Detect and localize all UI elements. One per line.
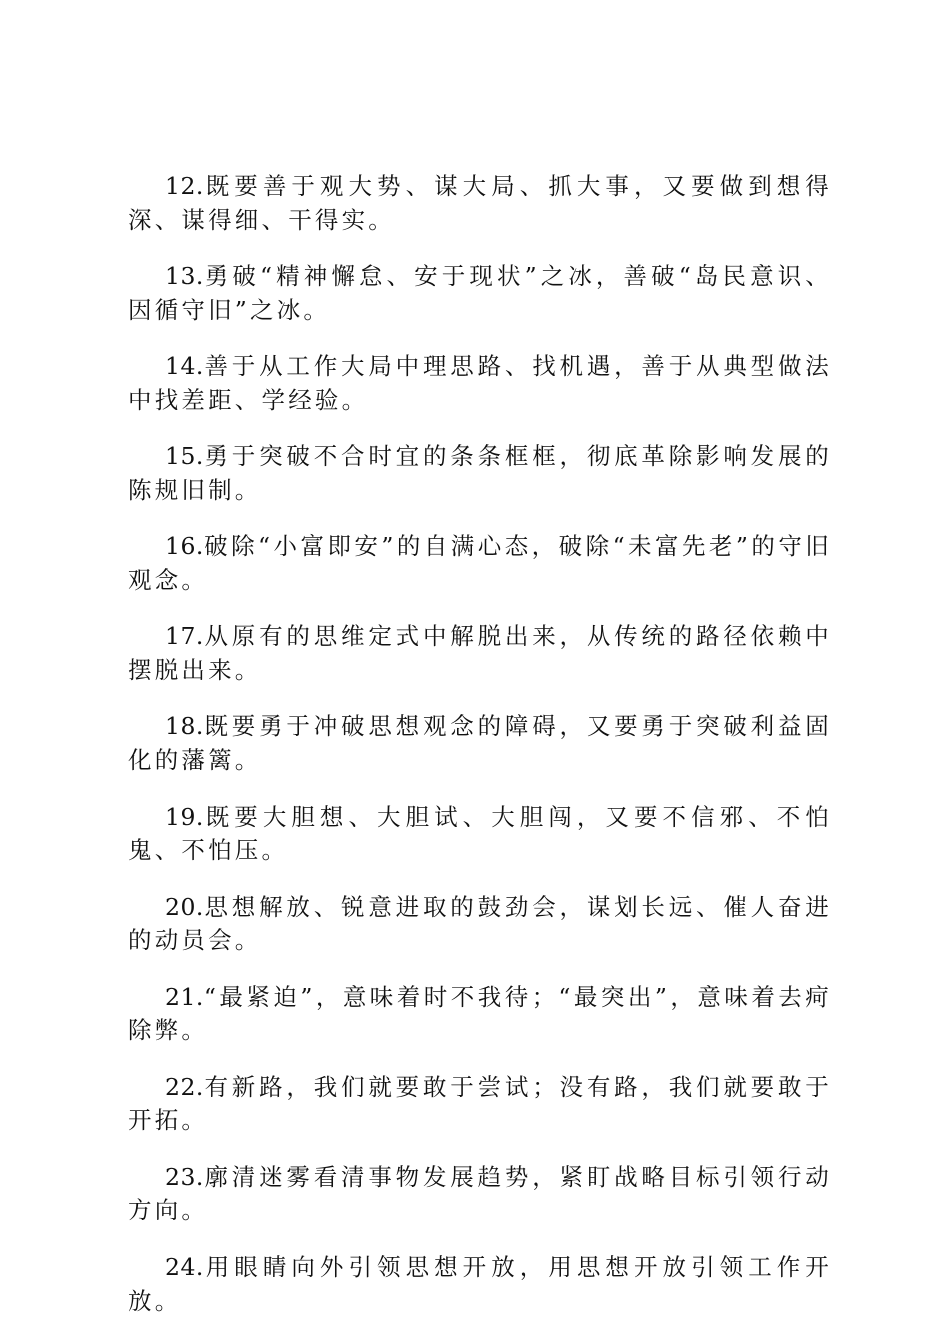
paragraph-24 xyxy=(128,1251,832,1318)
paragraph-number: 18. xyxy=(165,712,204,741)
paragraph-text: 破除“小富即安”的自满心态，破除“未富先老”的守旧观念。 xyxy=(128,532,832,594)
paragraph-18 xyxy=(128,710,832,777)
paragraph-12 xyxy=(128,170,832,237)
paragraph-number: 13. xyxy=(165,262,204,291)
paragraph-text: 勇于突破不合时宜的条条框框，彻底革除影响发展的陈规旧制。 xyxy=(128,442,832,504)
paragraph-number: 21. xyxy=(165,982,204,1011)
paragraph-text: 勇破“精神懈怠、安于现状”之冰，善破“岛民意识、因循守旧”之冰。 xyxy=(128,262,832,324)
paragraph-text: 既要善于观大势、谋大局、抓大事，又要做到想得深、谋得细、干得实。 xyxy=(128,172,832,234)
paragraph-14 xyxy=(128,350,832,417)
paragraph-number: 17. xyxy=(165,622,204,651)
paragraph-text: 用眼睛向外引领思想开放，用思想开放引领工作开放。 xyxy=(128,1252,832,1315)
paragraph-text: 从原有的思维定式中解脱出来，从传统的路径依赖中摆脱出来。 xyxy=(128,622,832,684)
paragraph-20 xyxy=(128,891,832,958)
paragraph-number: 20. xyxy=(165,892,204,921)
paragraph-text: 廓清迷雾看清事物发展趋势，紧盯战略目标引领行动方向。 xyxy=(128,1162,832,1225)
paragraph-number: 12. xyxy=(165,172,204,200)
paragraph-text: 既要大胆想、大胆试、大胆闯，又要不信邪、不怕鬼、不怕压。 xyxy=(128,802,832,865)
paragraph-number: 24. xyxy=(165,1252,204,1281)
paragraph-13 xyxy=(128,260,832,327)
paragraph-15 xyxy=(128,440,832,507)
paragraph-number: 15. xyxy=(165,442,204,471)
paragraph-text: 思想解放、锐意进取的鼓劲会，谋划长远、催人奋进的动员会。 xyxy=(128,892,832,955)
paragraph-22 xyxy=(128,1071,832,1138)
paragraph-23 xyxy=(128,1161,832,1228)
paragraph-16 xyxy=(128,530,832,597)
paragraph-number: 23. xyxy=(165,1162,204,1191)
paragraph-19 xyxy=(128,801,832,868)
paragraph-number: 16. xyxy=(165,532,204,561)
paragraph-text: 既要勇于冲破思想观念的障碍，又要勇于突破利益固化的藩篱。 xyxy=(128,712,832,775)
document-body xyxy=(128,170,832,1318)
paragraph-number: 22. xyxy=(165,1072,204,1101)
paragraph-text: 有新路，我们就要敢于尝试；没有路，我们就要敢于开拓。 xyxy=(128,1072,832,1135)
paragraph-number: 19. xyxy=(165,802,204,831)
paragraph-number: 14. xyxy=(165,352,204,381)
paragraph-17 xyxy=(128,620,832,687)
paragraph-21 xyxy=(128,981,832,1048)
paragraph-text: 善于从工作大局中理思路、找机遇，善于从典型做法中找差距、学经验。 xyxy=(128,352,832,414)
paragraph-text: “最紧迫”，意味着时不我待；“最突出”，意味着去疴除弊。 xyxy=(128,982,832,1045)
